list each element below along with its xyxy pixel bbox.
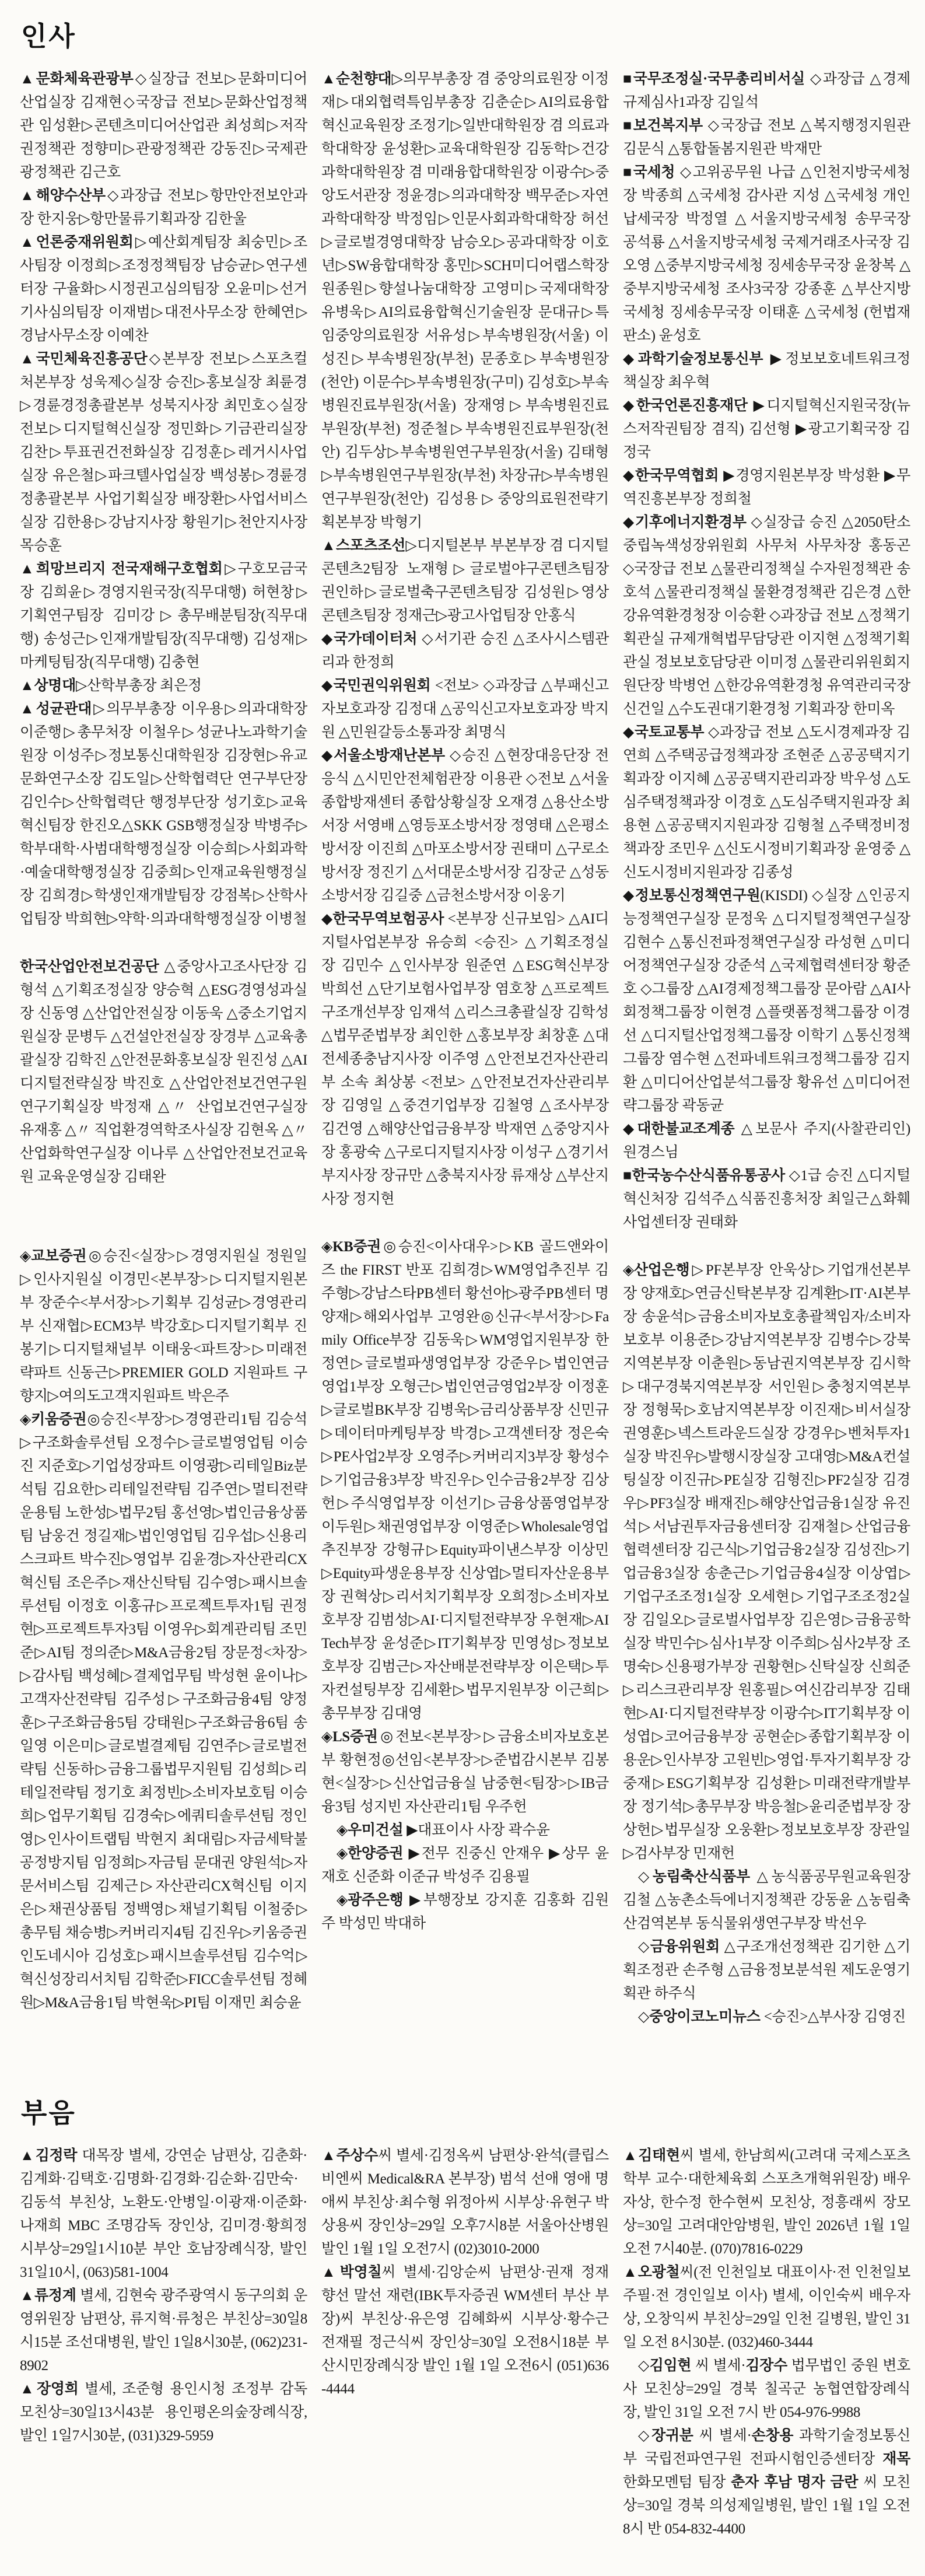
news-paragraph: ◆한국무역보험공사 <본부장 신규보임> △AI디지털사업본부장 유승희 <승진> △기획조정실장 김민수 △인사부장 원준연 △ESG혁신부장 박희선 △단기보험사업부장 염호창 △프로젝트구조개선부장 임재석 △리스크총괄실장 김학성 △법무준법부장 최인한 △홍보부장 최창훈 △대전세종충남지사장 이주영 △안전보건자산관리부 소속 최상봉 <전보> △안전보건자산관리부장 김영일 △중견기업부장 김철영 △조사부장 김건영 △해양산업금융부장 박재연 △중앙지사장 홍광숙 △구로디지털지사장 이성구 △경기서부지사장 장규만 △충북지사장 류재상 △부산지사장 정지현 <box>321 911 609 1207</box>
news-paragraph: ◆기후에너지환경부 ◇실장급 승진 △2050탄소중립녹색성장위원회 사무처 사무차장 홍동곤 ◇국장급 전보 △물관리정책실 수자원정책관 송호석 △물관리정책실 물환경정책관 김은경 △한강유역환경청장 이승환 ◇과장급 전보 △정책기획관실 규제개혁법무담당관 이지현 △정책기획관실 정보보호담당관 이미정 △물관리위원회지원단장 박병언 △한강유역환경청 유역관리국장 신건일 △수도권대기환경청 기획과장 한미옥 <box>623 514 911 717</box>
news-paragraph: ◆대한불교조계종 △보문사 주지(사찰관리인) 원경스님 <box>623 1121 910 1160</box>
insa-column-3 <box>623 68 910 2068</box>
news-paragraph: ■국세청 ◇고위공무원 나급 △인천지방국세청장 박종희 △국세청 감사관 지성 △국세청 개인납세국장 박정열 △서울지방국세청 송무국장 공석룡 △서울지방국세청 국제거래조사국장 김오영 △중부지방국세청 징세송무국장 윤창복 △중부지방국세청 조사3국장 강종훈 △부산지방국세청 징세송무국장 이태훈 △국세청 (헌법재판소) 윤성호 <box>623 164 910 344</box>
news-paragraph: ◈키움증권◎승진<부장>▷경영관리1팀 김승석▷구조화솔루션팀 오정수▷글로벌영업팀 이승진 지준호▷기업성장파트 이영광▷리테일Biz분석팀 김요한▷리테일전략팀 김주연▷멀티전략운용팀 노한성▷법무2팀 홍선영▷법인금융상품팀 남웅건 정길재▷법인영업팀 김우섭▷신용리스크파트 박수진▷영업부 김윤경▷자산관리CX혁신팀 조은주▷재산신탁팀 김수영▷패시브솔루션팀 이정호 이홍규▷프로젝트투자1팀 권정현▷프로젝트투자3팀 이영우▷회계관리팀 조민준▷AI팀 정의준▷M&A금융2팀 장문정<차장>▷감사팀 백성혜▷결제업무팀 박성현 윤이나▷고객자산전략팀 김주성▷구조화금융4팀 양정훈▷구조화금융5팀 강태원▷구조화금융6팀 송일영 이은미▷글로벌결제팀 김연주▷글로벌전략팀 신동하▷금융그룹법무지원팀 김성희▷리테일전략팀 정기호 최정빈▷소비자보호팀 이승희▷업무기획팀 김경숙▷에쿼티솔루션팀 정인영▷인사이트랩팀 박현지 최대림▷자금세탁불공정방지팀 임정희▷자금팀 문대권 양원석▷자문서비스팀 김제근▷자산관리CX혁신팀 이지은▷채권상품팀 정백영▷채널기획팀 이철중▷총무팀 채승병▷커버리지4팀 김진우▷키움증권 인도네시아 김성호▷패시브솔루션팀 김수억▷혁신성장리서치팀 김학준▷FICC솔루션팀 정혜원▷M&A금융1팀 박현욱▷PI팀 이재민 최승윤 <box>20 1412 307 2011</box>
news-paragraph: ▲희망브리지 전국재해구호협회▷구호모금국장 김희윤▷경영지원국장(직무대행) 허현창▷기획연구팀장 김미강▷총무배분팀장(직무대행) 송성근▷인재개발팀장(직무대행) 김성재▷마케팅팀장(직무대행) 김충현 <box>20 561 307 670</box>
news-paragraph: ◈한양증권 ▶전무 진중신 안재우 ▶상무 윤재호 신준화 이준규 박성주 김용필 <box>321 1846 609 1885</box>
buum-section <box>20 2092 911 2541</box>
buum-title: 부음 <box>21 2098 76 2128</box>
news-paragraph: ◈산업은행▷PF본부장 안욱상▷기업개선본부장 양재호▷연금신탁본부장 김계환▷IT·AI본부장 송윤석▷금융소비자보호총괄책임자/소비자보호부 이용준▷강남지역본부장 김병수▷강북지역본부장 이춘원▷동남권지역본부장 김시학▷대구경북지역본부장 서인원▷충청지역본부장 정형묵▷호남지역본부장 이진재▷비서실장 권영훈▷넥스트라운드실장 강경우▷벤처투자1실장 박진우▷발행시장실장 고대영▷M&A컨설팅실장 이진규▷PE실장 김형진▷PF2실장 김경우▷PF3실장 배재진▷해양산업금융1실장 유진석▷서남권투자금융센터장 김재철▷산업금융협력센터장 김근식▷기업금융2실장 김성진▷기업금융3실장 송춘근▷기업금융4실장 이상엽▷기업구조조정1실장 오세현▷기업구조조정2실장 김일오▷글로벌사업부장 김은영▷금융공학실장 박민수▷심사1부장 이주희▷심사2부장 조명숙▷신용평가부장 권황현▷신탁실장 신희준▷리스크관리부장 원홍필▷여신감리부장 김태현▷AI·디지털전략부장 이광수▷IT기획부장 이성엽▷코어금융부장 공현순▷종합기획부장 이용운▷인사부장 고원빈▷영업·투자기획부장 강중재▷ESG기획부장 김성환▷미래전략개발부장 정기석▷총무부장 박응철▷윤리준법부장 장상헌▷법무실장 오웅환▷정보보호부장 장관일▷검사부장 민재헌 <box>623 1262 910 1861</box>
news-paragraph: ▲해양수산부◇과장급 전보▷항만안전보안과장 한지웅▷항만물류기획과장 김한울 <box>20 188 307 227</box>
news-paragraph: ◆국토교통부 ◇과장급 전보 △도시경제과장 김연희 △주택공급정책과장 조현준 △공공택지기획과장 이지혜 △공공택지관리과장 박우성 △도심주택정책과장 이경호 △도심주택지원과장 최용현 △공공택지지원과장 김형철 △주택정비정책과장 조민우 △신도시정비기획과장 윤영중 △신도시정비지원과장 김종성 <box>623 724 910 880</box>
news-paragraph: ◆한국언론진흥재단 ▶디지털혁신지원국장(뉴스저작권팀장 겸직) 김선형 ▶광고기획국장 김정국 <box>623 398 910 460</box>
news-paragraph: ▲문화체육관광부◇실장급 전보▷문화미디어산업실장 김재현◇국장급 전보▷문화산업정책관 임성환▷콘텐츠미디어산업관 최성희▷저작권정책관 정향미▷관광정책관 강동진▷국제관광정책관 김근호 <box>20 71 307 180</box>
news-paragraph: ▲국민체육진흥공단◇본부장 전보▷스포츠컬처본부장 성욱제◇실장 승진▷홍보실장 최륜경▷경륜경정총괄본부 성북지사장 최민호◇실장 전보▷디지털혁신실장 정민화▷기금관리실장 김찬▷투표권건전화실장 김정훈▷레거시사업실장 유은철▷파크텔사업실장 백성봉▷경륜경정총괄본부 사업기획실장 배장환▷사업서비스실장 김한용▷강남지사장 황원기▷천안지사장 목승훈 <box>20 351 308 554</box>
insa-column-2 <box>321 68 609 2068</box>
news-paragraph: ◆서울소방재난본부 ◇승진 △현장대응단장 전응식 △시민안전체험관장 이용관 ◇전보 △서울종합방재센터 종합상황실장 오재경 △용산소방서장 서영배 △영등포소방서장 정영태 △은평소방서장 이진희 △마포소방서장 권태미 △구로소방서장 정진기 △서대문소방서장 김장군 △성동소방서장 김길중 △금천소방서장 이웅기 <box>321 748 609 904</box>
news-paragraph: 한국산업안전보건공단 △중앙사고조사단장 김형석 △기획조정실장 양승혁 △ESG경영성과실장 신동영 △산업안전실장 이동욱 △중소기업지원실장 문병두 △건설안전실장 장경부 △교육총괄실장 김학진 △안전문화홍보실장 원진성 △AI디지털전략실장 박진호 △산업안전보건연구원 연구기획실장 박정재 △〃 산업보건연구실장 유재홍 △〃 직업환경역학조사실장 김현옥 △〃 산업화학연구실장 이나루 △산업안전보건교육원 교육운영실장 김태완 <box>20 959 307 1185</box>
buum-column-1 <box>20 2144 307 2448</box>
news-paragraph: ◈KB증권◎승진<이사대우>▷KB 골드앤와이즈 the FIRST 반포 김희경▷WM영업추진부 김주형▷강남스타PB센터 황선아▷광주PB센터 명양재▷해외사업부 고영완◎신규<부서장>▷Family Office부장 김동욱▷WM영업지원부장 한정연▷글로벌파생영업부장 강준우▷법인연금영업1부장 오형근▷법인연금영업2부장 이정훈▷글로벌BK부장 김병욱▷금리상품부장 신민규▷데이터마케팅부장 박경▷고객센터장 정은숙▷PE사업2부장 오영주▷커버리지3부장 황성수▷기업금융3부장 박진우▷인수금융2부장 김상헌▷주식영업부장 이선기▷금융상품영업부장 이두원▷채권영업부장 이영준▷Wholesale영업추진부장 강형규▷Equity파이낸스부장 이상민▷Equity파생운용부장 신상엽▷멀티자산운용부장 권혁상▷리서치기획부장 오희정▷소비자보호부장 김범성▷AI·디지털전략부장 우현재▷AI Tech부장 윤성준▷IT기획부장 민영성▷정보보호부장 김범근▷자산배분전략부장 이은택▷투자컨설팅부장 김세환▷법무지원부장 이근희▷총무부장 김대영 <box>321 1239 609 1721</box>
news-paragraph: ■한국농수산식품유통공사 ◇1급 승진 △디지털혁신처장 김석주△식품진흥처장 최일근△화훼사업센터장 권태화 <box>623 1168 910 1230</box>
news-paragraph: ◆한국무역협회 ▶경영지원본부장 박성환 ▶무역진흥본부장 정희철 <box>623 468 910 507</box>
news-paragraph: ■국무조정실·국무총리비서실 ◇과장급 △경제규제심사1과장 김일석 <box>623 71 910 110</box>
news-paragraph: ▲김태현씨 별세, 한남희씨(고려대 국제스포츠학부 교수·대한체육회 스포츠개혁위원장) 배우자상, 한수정 한수현씨 모친상, 정흥래씨 장모상=30일 고려대안암병원, 발인 2026년 1월 1일 오전 7시40분. (070)7816-0229 <box>623 2148 910 2257</box>
news-paragraph: ▲오광철씨(전 인천일보 대표이사·전 인천일보 주필·전 경인일보 이사) 별세, 이인숙씨 배우자상, 오창익씨 부친상=29일 인천 길병원, 발인 31일 오전 8시30분. (032)460-3444 <box>623 2264 910 2350</box>
insa-title: 인사 <box>21 22 76 51</box>
news-paragraph: ◈광주은행 ▶부행장보 강지훈 김홍화 김원주 박성민 박대하 <box>321 1892 609 1931</box>
news-paragraph: ◇김임현 씨 별세·김장수 법무법인 중원 변호사 모친상=29일 경북 칠곡군 농협연합장례식장, 발인 31일 오전 7시 반 054-976-9988 <box>623 2358 910 2420</box>
news-paragraph: ◆국가데이터처 ◇서기관 승진 △조사시스템관리과 한정희 <box>321 631 609 670</box>
insa-column-1 <box>20 68 307 2068</box>
buum-columns <box>20 2144 911 2541</box>
news-paragraph: ◇금융위원회 △구조개선정책관 김기한 △기획조정관 손주형 △금융정보분석원 제도운영기획관 하주식 <box>623 1939 910 2001</box>
news-paragraph: ◇농림축산식품부 △농식품공무원교육원장 김철 △농촌소득에너지정책관 강동윤 △농림축산검역본부 동식물위생연구부장 박선우 <box>623 1869 910 1931</box>
news-paragraph: ▲스포츠조선▷디지털본부 부본부장 겸 디지털콘텐츠2팀장 노재형▷글로벌야구콘텐츠팀장 권인하▷글로벌축구콘텐츠팀장 김성원▷영상콘텐츠팀장 정재근▷광고사업팀장 안홍식 <box>321 538 609 624</box>
news-paragraph: ◇중앙이코노미뉴스 <승진>△부사장 김영진 <box>638 2009 906 2025</box>
news-paragraph: ▲상명대▷산학부총장 최은정 <box>20 678 202 694</box>
news-paragraph: ▲언론중재위원회▷예산회계팀장 최숭민▷조사팀장 이정희▷조정정책팀장 남승균▷연구센터장 구율화▷시정권고심의팀장 오윤미▷선거기사심의팀장 이재범▷대전사무소장 한혜연▷경남사무소장 이예찬 <box>20 235 307 344</box>
news-paragraph: ◈LS증권◎전보<본부장>▷금융소비자보호본부 황현정◎선임<본부장>▷준법감시본부 김봉현<실장>▷신산업금융실 남중현<팀장>▷IB금융3팀 성지빈 자산관리1팀 우주헌 <box>321 1729 609 1815</box>
insa-columns <box>20 68 911 2068</box>
news-paragraph: ◈우미건설 ▶대표이사 사장 곽수윤 <box>337 1822 550 1838</box>
news-paragraph: ▲주상수씨 별세·김정옥씨 남편상·완석(클립스비엔씨 Medical&RA 본부장) 범석 선애 영애 명애씨 부친상·최수형 위정아씨 시부상·유현구 박상용씨 장인상=29일 오후7시8분 서울아산병원 발인 1월 1일 오전7시 (02)3010-2000 <box>321 2148 609 2257</box>
news-paragraph: ■보건복지부 ◇국장급 전보 △복지행정지원관 김문식 △통합돌봄지원관 박재만 <box>623 118 910 157</box>
news-paragraph: ◆과학기술정보통신부 ▶정보보호네트워크정책실장 최우혁 <box>623 351 910 390</box>
news-paragraph: ▲장영희 별세, 조준형 용인시청 조정부 감독 모친상=30일13시43분 용인평온의숲장례식장, 발인 1일7시30분, (031)329-5959 <box>20 2381 307 2444</box>
news-paragraph: ▲김정락 대목장 별세, 강연순 남편상, 김춘화·김계화·김택호·김명화·김경화·김순화·김만숙·김동석 부친상, 노환도·안병일·이광재·이준화·나재희 MBC 조명감독 장인상, 김미경·황희정 시부상=29일1시10분 부안 호남장례식장, 발인 31일10시, (063)581-1004 <box>20 2148 307 2280</box>
news-paragraph: ◆정보통신정책연구원(KISDI) ◇실장 △인공지능정책연구실장 문정욱 △디지털정책연구실장 김현수 △통신전파정책연구실장 라성현 △미디어정책연구실장 강준석 △국제협력센터장 황준호 ◇그룹장 △AI경제정책그룹장 문아람 △AI사회정책그룹장 이현경 △플랫폼정책그룹장 이경선 △디지털산업정책그룹장 이학기 △통신정책그룹장 염수현 △전파네트워크정책그룹장 김지환 △미디어산업분석그룹장 황유선 △미디어전략그룹장 곽동균 <box>623 888 910 1114</box>
news-paragraph: ▲순천향대▷의무부총장 겸 중앙의료원장 이정재▷대외협력특임부총장 김춘순▷AI의료융합혁신교육원장 조정기▷일반대학원장 겸 의료과학대학장 윤성환▷교육대학원장 김동학▷건강과학대학원장 겸 미래융합대학원장 이광수▷중앙도서관장 정윤경▷의과대학장 백무준▷자연과학대학장 박정임▷인문사회과학대학장 허선▷글로벌경영대학장 남승오▷공과대학장 이호년▷SW융합대학장 홍민▷SCH미디어랩스학장 원종원▷향설나눔대학장 고영미▷국제대학장 유병욱▷AI의료융합혁신기술원장 문대규▷특임중앙의료원장 서유성▷부속병원장(서울) 이성진▷부속병원장(부천) 문종호▷부속병원장(천안) 이문수▷부속병원장(구미) 김성호▷부속병원진료부원장(서울) 장재영▷부속병원진료부원장(부천) 정준철▷부속병원진료부원장(천안) 김두상▷부속병원연구부원장(서울) 김태형▷부속병원연구부원장(부천) 차장규▷부속병원연구부원장(천안) 김성용▷중앙의료원전략기획본부장 박형기 <box>321 71 609 530</box>
news-paragraph: ▲류정계 별세, 김현숙 광주광역시 동구의회 운영위원장 남편상, 류지혁·류청은 부친상=30일8시15분 조선대병원, 발인 1일8시30분, (062)231-8902 <box>20 2288 308 2374</box>
insa-section <box>20 15 911 2068</box>
buum-column-3 <box>623 2144 910 2541</box>
news-paragraph: ◇장귀분 씨 별세·손창용 과학기술정보통신부 국립전파연구원 전파시험인증센터장 재목 한화모멘텀 팀장 춘자 후남 명자 금란 씨 모친상=30일 경북 의성제일병원, 발인 1월 1일 오전 8시 반 054-832-4400 <box>623 2428 910 2537</box>
news-paragraph: ◈교보증권◎승진<실장>▷경영지원실 정원일▷인사지원실 이경민<본부장>▷디지털지원본부 장준수<부서장>▷기획부 김성균▷경영관리부 신재협▷ECM3부 박강호▷디지털기획부 진봉기▷디지털채널부 이태웅<파트장>▷미래전략파트 신동근▷PREMIER GOLD 지원파트 구향지▷여의도고객지원파트 박은주 <box>20 1248 307 1404</box>
buum-column-2 <box>321 2144 609 2401</box>
news-paragraph: ▲성균관대▷의무부총장 이우용▷의과대학장 이준행▷총무처장 이철우▷성균나노과학기술원장 이성주▷정보통신대학원장 김장현▷유교문화연구소장 김도일▷산학협력단 연구부단장 김인수▷산학협력단 행정부단장 성기호▷교육혁신팀장 한진오△SKK GSB행정실장 박병주▷학부대학·사범대학행정실장 이승희▷사회과학·예술대학행정실장 김중희▷인재교육원행정실장 김희경▷학생인재개발팀장 강점복▷산학사업팀장 박희현▷약학·의과대학행정실장 이병철 <box>20 701 307 927</box>
news-paragraph: ▲박영칠씨 별세·김앙순씨 남편상·권재 정재 향선 말선 재련(IBK투자증권 WM센터 부산 부장)씨 부친상·유은영 김혜화씨 시부상·황수근 전재필 정근식씨 장인상=30일 오전8시18분 부산시민장례식장 발인 1월 1일 오전6시 (051)636-4444 <box>321 2264 609 2397</box>
news-paragraph: ◆국민권익위원회 <전보> ◇과장급 △부패신고자보호과장 김정대 △공익신고자보호과장 박지원 △민원갈등소통과장 최명식 <box>321 678 609 740</box>
